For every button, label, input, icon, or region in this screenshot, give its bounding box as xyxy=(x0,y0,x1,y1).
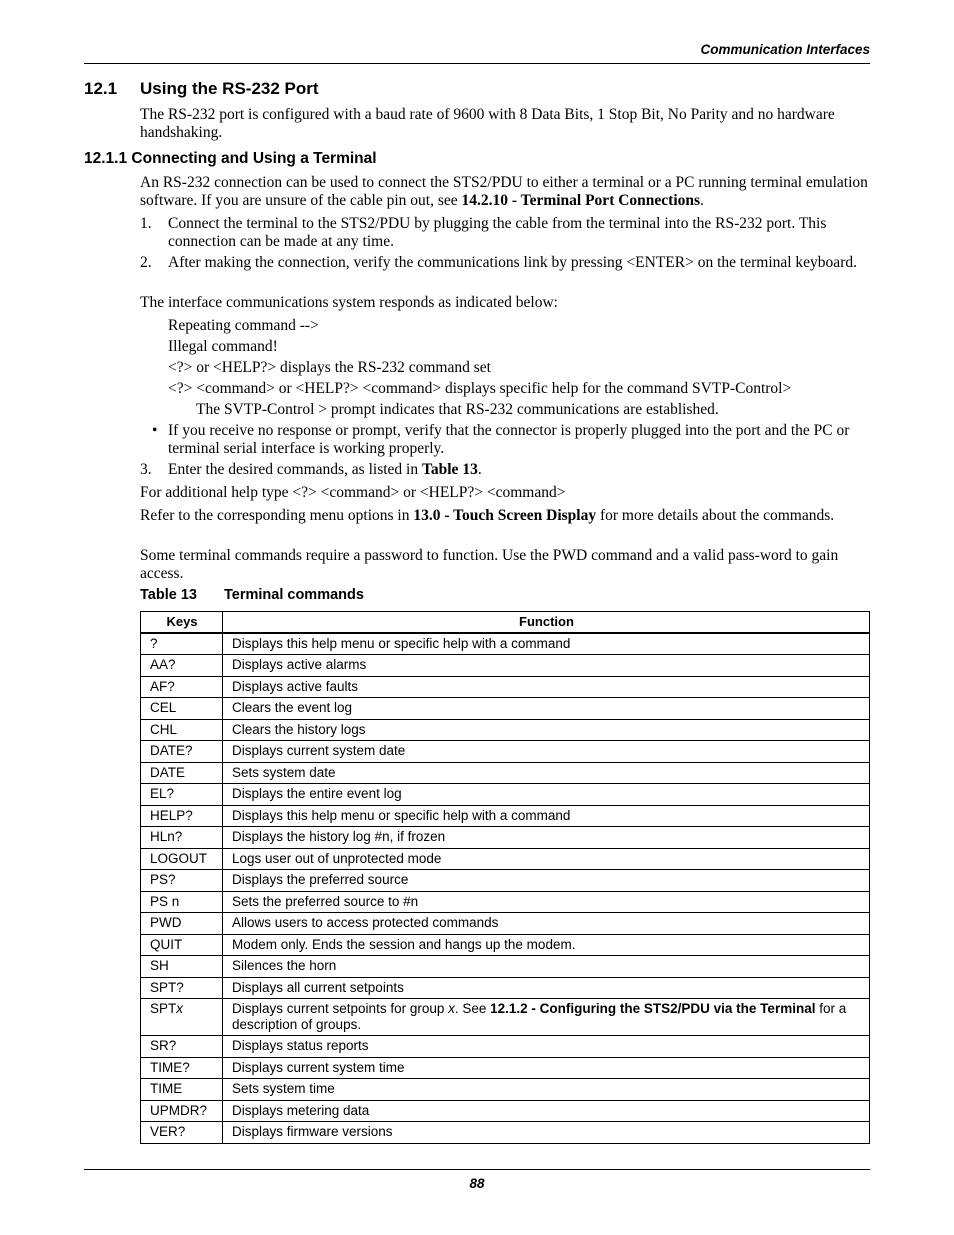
step-text: After making the connection, verify the communications link by pressing <ENTER> on the terminal keyboard. xyxy=(168,254,857,271)
prompt-note: The SVTP-Control > prompt indicates that RS-232 communications are established. xyxy=(196,401,719,418)
key-cell: VER? xyxy=(141,1122,223,1144)
function-cell: Clears the history logs xyxy=(223,719,870,741)
function-cell: Sets system date xyxy=(223,762,870,784)
step-end: . xyxy=(477,461,482,478)
key-cell: UPMDR? xyxy=(141,1100,223,1122)
key-cell: CHL xyxy=(141,719,223,741)
function-cell: Displays active faults xyxy=(223,676,870,698)
table-row xyxy=(141,913,870,935)
table-row xyxy=(141,1079,870,1101)
key-cell: TIME? xyxy=(141,1057,223,1079)
table-row xyxy=(141,784,870,806)
key-cell: DATE? xyxy=(141,741,223,763)
refer-text-start: Refer to the corresponding menu options in xyxy=(140,507,414,524)
function-cell: Displays the history log #n, if frozen xyxy=(223,827,870,849)
key-variable: x xyxy=(176,1001,184,1016)
table-row xyxy=(141,934,870,956)
refer-text-end: for more details about the commands. xyxy=(596,507,835,524)
table-row xyxy=(141,1100,870,1122)
key-cell: PS n xyxy=(141,891,223,913)
section-intro: The RS-232 port is configured with a baud rate of 9600 with 8 Data Bits, 1 Stop Bit, No Parity and no hardware handshaking. xyxy=(140,106,835,141)
bullet-text: If you receive no response or prompt, verify that the connector is properly plugged into the port and the PC or terminal serial interface is working properly. xyxy=(168,422,850,457)
key-cell: CEL xyxy=(141,698,223,720)
footer-rule xyxy=(84,1169,870,1170)
page-number: 88 xyxy=(469,1176,485,1191)
function-cell: Silences the horn xyxy=(223,956,870,978)
key-cell: ? xyxy=(141,633,223,655)
key-cell: EL? xyxy=(141,784,223,806)
response-line: <?> or <HELP?> displays the RS-232 command set xyxy=(168,359,491,376)
function-cell: Displays current system time xyxy=(223,1057,870,1079)
function-cell: Sets system time xyxy=(223,1079,870,1101)
function-cell: Displays this help menu or specific help with a command xyxy=(223,633,870,655)
configuring-cross-reference: 12.1.2 - Configuring the STS2/PDU via the Terminal xyxy=(490,1001,816,1016)
table-row xyxy=(141,870,870,892)
key-cell: PWD xyxy=(141,913,223,935)
key-cell: SPT? xyxy=(141,977,223,999)
table-row xyxy=(141,698,870,720)
function-text: . See xyxy=(454,1001,491,1016)
table-row xyxy=(141,999,870,1036)
table-row xyxy=(141,1057,870,1079)
table-header-row xyxy=(141,612,870,633)
terminal-commands-table xyxy=(140,611,870,1144)
key-text: SPT xyxy=(150,1001,177,1016)
keys-column-header: Keys xyxy=(141,612,223,633)
key-cell: SH xyxy=(141,956,223,978)
function-cell: Displays the entire event log xyxy=(223,784,870,806)
key-cell: AF? xyxy=(141,676,223,698)
response-line: Repeating command --> xyxy=(168,317,319,334)
function-text: Displays current setpoints for group xyxy=(232,1001,449,1016)
key-cell: LOGOUT xyxy=(141,848,223,870)
key-cell: QUIT xyxy=(141,934,223,956)
key-cell: HLn? xyxy=(141,827,223,849)
menu-cross-reference: 13.0 - Touch Screen Display xyxy=(413,507,597,524)
key-cell: HELP? xyxy=(141,805,223,827)
function-cell: Displays active alarms xyxy=(223,655,870,677)
step-text: Enter the desired commands, as listed in xyxy=(168,461,422,478)
step-number: 2. xyxy=(140,254,152,271)
table-caption xyxy=(140,587,364,603)
step-number: 3. xyxy=(140,461,152,478)
table-row xyxy=(141,741,870,763)
response-line: Illegal command! xyxy=(168,338,278,355)
intro-text: An RS-232 connection can be used to connect the STS2/PDU to either a terminal or a PC running terminal emulation software. If you are unsure of the cable pin out, see xyxy=(140,174,868,209)
responds-text: The interface communications system responds as indicated below: xyxy=(140,294,558,311)
function-cell: Sets the preferred source to #n xyxy=(223,891,870,913)
table-row xyxy=(141,676,870,698)
table-row xyxy=(141,827,870,849)
table-row xyxy=(141,762,870,784)
function-cell: Displays firmware versions xyxy=(223,1122,870,1144)
table-title: Terminal commands xyxy=(224,587,364,603)
function-cell: Displays current system date xyxy=(223,741,870,763)
section-number: 12.1 xyxy=(84,79,118,98)
table-cross-reference: Table 13 xyxy=(421,461,478,478)
function-cell: Clears the event log xyxy=(223,698,870,720)
table-row xyxy=(141,719,870,741)
table-row xyxy=(141,977,870,999)
step-1 xyxy=(140,215,870,251)
key-cell: TIME xyxy=(141,1079,223,1101)
key-cell: DATE xyxy=(141,762,223,784)
function-cell: Displays metering data xyxy=(223,1100,870,1122)
response-line: <?> <command> or <HELP?> <command> displays specific help for the command SVTP-Control> xyxy=(168,380,792,397)
bullet-marker: • xyxy=(152,422,158,439)
function-cell: Logs user out of unprotected mode xyxy=(223,848,870,870)
function-column-header: Function xyxy=(223,612,870,633)
function-cell: Displays this help menu or specific help with a command xyxy=(223,805,870,827)
table-row xyxy=(141,805,870,827)
help-text: For additional help type <?> <command> or <HELP?> <command> xyxy=(140,484,566,501)
function-cell: Displays all current setpoints xyxy=(223,977,870,999)
function-cell: Modem only. Ends the session and hangs up the modem. xyxy=(223,934,870,956)
intro-cross-reference: 14.2.10 - Terminal Port Connections xyxy=(461,192,701,209)
function-cell xyxy=(223,999,870,1036)
subsection-number: 12.1.1 xyxy=(84,150,128,167)
table-row xyxy=(141,1122,870,1144)
subsection-title: Connecting and Using a Terminal xyxy=(131,150,377,167)
function-variable: x xyxy=(448,1001,455,1016)
function-cell: Displays the preferred source xyxy=(223,870,870,892)
running-header: Communication Interfaces xyxy=(700,42,870,57)
intro-end: . xyxy=(700,192,704,209)
function-cell: Displays status reports xyxy=(223,1036,870,1058)
key-cell: AA? xyxy=(141,655,223,677)
password-text: Some terminal commands require a password to function. Use the PWD command and a valid pass-word to gain access. xyxy=(140,547,839,582)
header-rule xyxy=(84,63,870,64)
function-text: for a description of groups. xyxy=(232,1001,847,1032)
step-number: 1. xyxy=(140,215,152,232)
section-heading xyxy=(84,79,319,99)
table-row xyxy=(141,633,870,655)
table-row xyxy=(141,1036,870,1058)
subsection-heading xyxy=(84,150,377,168)
refer-text xyxy=(140,507,870,525)
table-row xyxy=(141,848,870,870)
troubleshoot-bullet xyxy=(152,422,870,458)
subsection-intro xyxy=(140,174,870,210)
section-title: Using the RS-232 Port xyxy=(140,79,319,98)
table-row xyxy=(141,655,870,677)
table-number: Table 13 xyxy=(140,587,197,603)
key-cell xyxy=(141,999,223,1036)
key-cell: SR? xyxy=(141,1036,223,1058)
function-cell: Allows users to access protected commands xyxy=(223,913,870,935)
table-row xyxy=(141,956,870,978)
step-text: Connect the terminal to the STS2/PDU by plugging the cable from the terminal into the RS-232 port. This connection can be made at any time. xyxy=(168,215,827,250)
step-3 xyxy=(140,461,870,479)
table-row xyxy=(141,891,870,913)
key-cell: PS? xyxy=(141,870,223,892)
step-2 xyxy=(140,254,870,272)
